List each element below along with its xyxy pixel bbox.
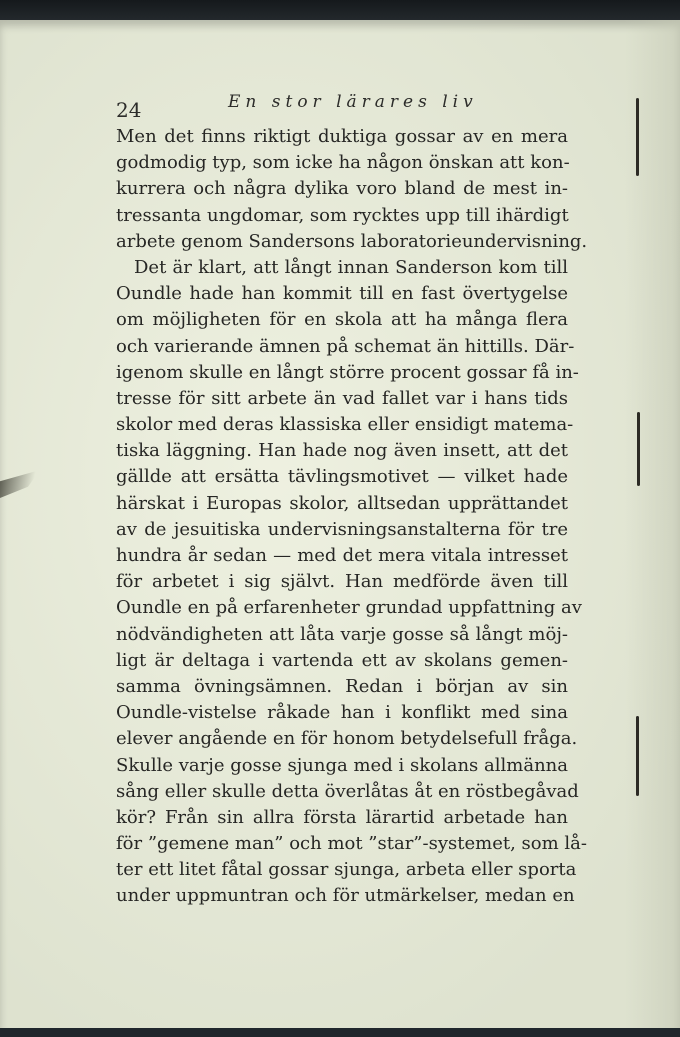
text-line: Det är klart, att långt innan Sanderson kom till (134, 256, 568, 278)
text-line: nödvändigheten att låta varje gosse så långt möj- (116, 623, 568, 645)
text-line: Skulle varje gosse sjunga med i skolans allmänna (116, 754, 568, 776)
scanner-background-bottom (0, 1028, 680, 1037)
binding-mark-top (636, 98, 639, 176)
binding-mark-middle (637, 412, 640, 486)
text-line: arbete genom Sandersons laboratorieundervisning. (116, 230, 588, 252)
binding-mark-bottom (636, 716, 639, 796)
text-line: elever angående en för honom betydelsefull fråga. (116, 728, 578, 750)
text-line: ter ett litet fåtal gossar sjunga, arbeta eller sporta (116, 859, 577, 881)
text-line: tressanta ungdomar, som rycktes upp till ihärdigt (116, 204, 569, 226)
body-text (116, 124, 588, 910)
text-line: kör? Från sin allra första lärartid arbetade han (116, 806, 568, 828)
text-line: tresse för sitt arbete än vad fallet var i hans tids (116, 387, 568, 409)
text-line: Oundle-vistelse råkade han i konflikt med sina (116, 702, 568, 724)
page-number: 24 (116, 98, 142, 122)
text-line: godmodig typ, som icke ha någon önskan att kon- (116, 152, 570, 174)
text-line: samma övningsämnen. Redan i början av sin (116, 675, 568, 697)
text-line: igenom skulle en långt större procent gossar få in- (116, 361, 579, 383)
text-line: Oundle en på erfarenheter grundad uppfattning av (116, 597, 582, 619)
text-line: tiska läggning. Han hade nog även insett, att det (116, 440, 568, 462)
text-line: och varierande ämnen på schemat än hittills. Där- (116, 335, 575, 357)
text-line: för arbetet i sig självt. Han medförde även till (116, 571, 568, 593)
text-line: under uppmuntran och för utmärkelser, medan en (116, 885, 575, 907)
text-line: skolor med deras klassiska eller ensidigt matema- (116, 414, 574, 436)
text-line: härskat i Europas skolor, alltsedan upprättandet (116, 492, 568, 514)
running-title: En stor lärares liv (228, 92, 478, 112)
text-line: ligt är deltaga i vartenda ett av skolans gemen- (116, 649, 568, 671)
text-line: av de jesuitiska undervisningsanstalterna för tre (116, 518, 568, 540)
text-line: hundra år sedan — med det mera vitala intresset (116, 545, 568, 566)
text-line: för ”gemene man” och mot ”star”-systemet, som lå- (116, 833, 587, 855)
text-line: Men det finns riktigt duktiga gossar av en mera (116, 126, 568, 147)
text-line: om möjligheten för en skola att ha många flera (116, 309, 568, 331)
text-line: sång eller skulle detta överlåtas åt en röstbegåvad (116, 780, 579, 802)
page-edge-shadow (625, 20, 680, 1030)
page-header (116, 92, 576, 122)
text-line: gällde att ersätta tävlingsmotivet — vilket hade (116, 466, 568, 488)
text-line: Oundle hade han kommit till en fast övertygelse (116, 283, 568, 305)
text-line: kurrera och några dylika voro bland de mest in- (116, 178, 568, 200)
